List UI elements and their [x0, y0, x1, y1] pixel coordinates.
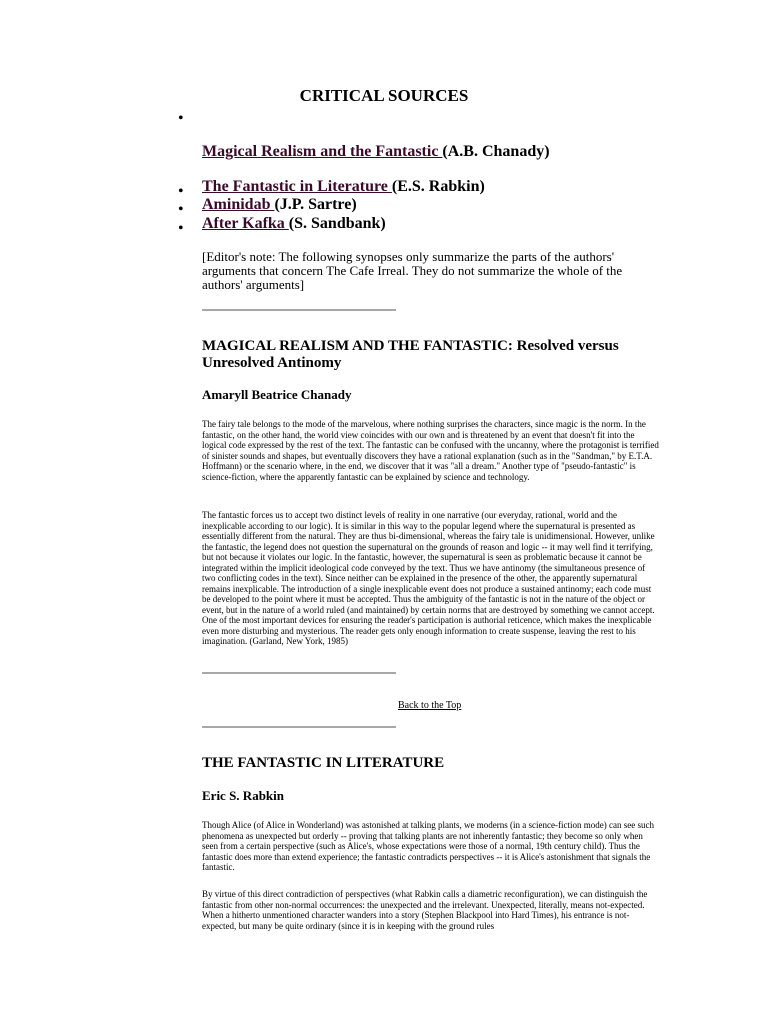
source-author-sandbank: (S. Sandbank): [288, 215, 386, 232]
source-link-sandbank[interactable]: After Kafka: [202, 215, 289, 232]
source-author-chanady: (A.B. Chanady): [442, 143, 550, 160]
section-author-rabkin: Eric S. Rabkin: [202, 788, 284, 803]
paragraph: By virtue of this direct contradiction of perspectives (what Rabkin calls a diametric reconfiguration), we can distinguish the fantastic from other non-normal occurrences: the unexpected and the irrelevant. Unexpected, literally, means not-expected. When a hitherto unmentioned character wanders into a story (Stephen Blackpool into Hard Times), his entrance is not-expected, but many be quite ordinary (since it is in keeping with the ground rules: [202, 889, 648, 931]
paragraph: Though Alice (of Alice in Wonderland) was astonished at talking plants, we moderns (in a science-fiction mode) can see such phenomena as unexpected but orderly -- proving that talking plants are not inherently fantastic; they become so only when seen from a certain perspective (such as Alice's, whose expectations were those of a normal, 19th century child). Thus the fantastic does more than extend experience; the fantastic contradicts perspectives -- it is Alice's astonishment that signals the fantastic.: [202, 820, 654, 872]
section-title-chanady: MAGICAL REALISM AND THE FANTASTIC: Resolved versus Unresolved Antinomy: [202, 338, 619, 371]
source-item-rabkin: [202, 178, 485, 196]
source-link-rabkin[interactable]: The Fantastic in Literature: [202, 178, 392, 195]
source-item-sartre: [202, 196, 357, 214]
source-link-chanady[interactable]: Magical Realism and the Fantastic: [202, 143, 443, 160]
page-title: CRITICAL SOURCES: [299, 86, 469, 105]
divider: [202, 672, 396, 674]
bullet: •: [178, 110, 184, 127]
source-link-sartre[interactable]: Aminidab: [202, 196, 275, 213]
section-author-chanady: Amaryll Beatrice Chanady: [202, 387, 352, 402]
bullet: •: [178, 201, 184, 218]
back-to-top-link[interactable]: Back to the Top: [398, 700, 462, 711]
divider: [202, 309, 396, 311]
source-author-rabkin: (E.S. Rabkin): [391, 178, 485, 195]
paragraph: The fantastic forces us to accept two distinct levels of reality in one narrative (our everyday, rational, world and the inexplicable according to our logic). It is similar in this way to the popular legend where the supernatural is presented as essentially different from the natural. They are thus bi-dimensional, whereas the fairy tale is unidimensional. However, unlike the fantastic, the legend does not question the supernatural on the grounds of reason and logic -- it may well find it terrifying, but not because it violates our logic. In the fantastic, however, the supernatural is seen as problematic because it cannot be integrated within the implicit ideological code conveyed by the text. Thus we have antinomy (the simultaneous presence of two conflicting codes in the text). Since neither can be explained in the presence of the other, the apparently supernatural remains inexplicable. The introduction of a single inexplicable event does not produce a sustained antinomy; each code must be developed to the point where it must be accepted. Thus the ambiguity of the fantastic is not in the nature of the object or event, but in the nature of a world ruled (and maintained) by certain norms that are destroyed by something we cannot accept. One of the most important devices for ensuring the reader's participation is authorial reticence, which makes the inexplicable even more disturbing and mysterious. The reader gets only enough information to create suspense, leaving the rest to his imagination. (Garland, New York, 1985): [202, 510, 655, 646]
bullet: •: [178, 220, 184, 237]
source-item-chanady: [202, 143, 550, 161]
source-author-sartre: (J.P. Sartre): [274, 196, 357, 213]
editor-note: [Editor's note: The following synopses only summarize the parts of the authors' arguments that concern The Cafe Irreal. They do not summarize the whole of the authors' arguments]: [202, 249, 623, 292]
section-title-rabkin: THE FANTASTIC IN LITERATURE: [202, 755, 445, 771]
divider: [202, 726, 396, 728]
bullet: •: [178, 183, 184, 200]
paragraph: The fairy tale belongs to the mode of the marvelous, where nothing surprises the characters, since magic is the norm. In the fantastic, on the other hand, the world view coincides with our own and is threatened by an event that doesn't fit into the logical code expressed by the rest of the text. The fantastic can be confused with the uncanny, where the protagonist is terrified of sinister sounds and shapes, but eventually discovers they have a rational explanation (such as in the "Sandman," by E.T.A. Hoffmann) or the scenario where, in the end, we discover that it was "all a dream." Another type of "pseudo-fantastic" is science-fiction, where the apparently fantastic can be explained by science and technology.: [202, 419, 659, 482]
source-item-sandbank: [202, 215, 386, 233]
